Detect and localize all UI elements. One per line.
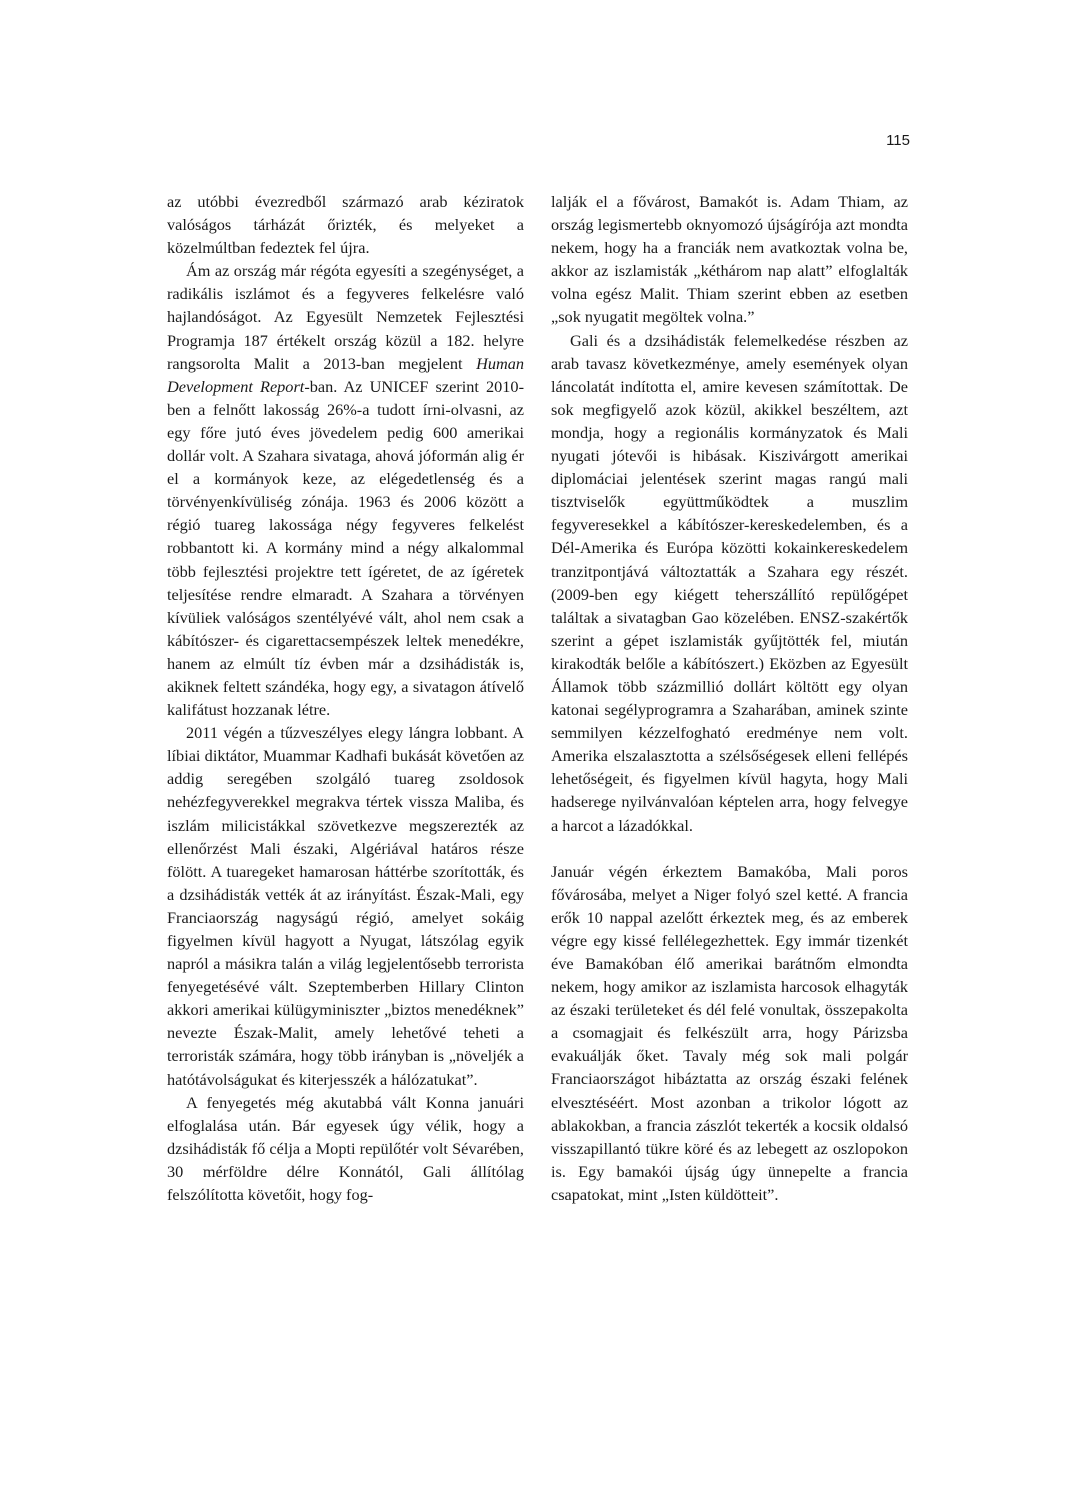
report-title: Human Development Report — [167, 353, 524, 396]
paragraph: 2011 végén a tűzveszélyes elegy lángra lobbant. A líbiai diktátor, Muammar Kadhafi bukását követően az addig seregében szolgáló tuareg zsoldosok nehézfegyverekkel megrakva tértek vissza Maliba, és iszlám milicistákkal szövetkezve megszerezték az ellenőrzést Mali északi, Algériával határos része fölött. A tuaregeket hamarosan háttérbe szorították, és a dzsihádisták vették át az irányítást. Észak-Mali, egy Franciaország nagyságú régió, amelyet sokáig figyelmen kívül hagyott a Nyugat, látszólag egyik napról a másikra talán a világ legjelentősebb terrorista fenyegetésévé vált. Szeptemberben Hillary Clinton akkori amerikai külügyminiszter „biztos menedéknek” nevezte Észak-Malit, amely lehetővé teheti a terroristák számára, hogy több irányban is „növeljék a hatótávolságukat és kiterjesszék a hálózatukat”. — [167, 723, 524, 1089]
paragraph: Gali és a dzsihádisták felemelkedése részben az arab tavasz következménye, amely események olyan láncolatát indította el, amire kevesen számítottak. De sok megfigyelő azok közül, akikkel beszéltem, azt mondja, hogy a regionális kormányzatok és Mali nyugati jótevői is hibásak. Kiszivárgott amerikai diplomáciai jelentések szerint magas rangú mali tisztviselők együttműködtek a muszlim fegyveresekkel a kábítószer-kereskedelemben, és a Dél-Amerika és Európa közötti kokainkereskedelem tranzitpontjává változtatták a Szahara egy részét. (2009-ben egy kiégett teherszállító repülőgépet találtak a sivatagban Gao közelében. ENSZ-szakértők szerint a gépet iszlamisták gyűjtötték fel, miután kirakodták belőle a kábítószert.) Eközben az Egyesült Államok több százmillió dollárt költött egy olyan katonai segélyprogramra a Szaharában, aminek szinte semmilyen kézzelfogható eredménye nem volt. Amerika elszalasztotta a szélsőségesek elleni fellépés lehetőségeit, és figyelmen kívül hagyta, hogy Mali hadserege nyilvánvalóan képtelen arra, hogy felvegye a harcot a lázadókkal. — [551, 330, 908, 835]
paragraph: A fenyegetés még akutabbá vált Konna januári elfoglalása után. Bár egyesek úgy vélik, hogy a dzsihádisták fő célja a Mopti repülőtér volt Sévarében, 30 mérföldre délre Konnától, Gali állítólag felszólította követőit, hogy fog- — [167, 1092, 524, 1205]
left-column — [167, 190, 524, 1206]
page-number: 115 — [886, 132, 910, 149]
paragraph: lalják el a fővárost, Bamakót is. Adam Thiam, az ország legismertebb oknyomozó újságírója azt mondta nekem, hogy ha a franciák nem avatkoztak volna be, akkor az iszlamisták „kéthárom nap alatt” elfoglalták volna egész Malit. Thiam szerint ebben az esetben „sok nyugatit megöltek volna.” — [551, 192, 908, 327]
paragraph-text: Ám az ország már régóta egyesíti a szegénységet, a radikális iszlámot és a fegyveres felkelésre való hajlandóságot. Az Egyesült Nemzetek Fejlesztési Programja 187 értékelt ország közül a 182. helyre rangsorolta Malit a 2013-ban megjelent — [167, 261, 524, 373]
paragraph — [167, 259, 524, 721]
right-column — [551, 190, 908, 1206]
paragraph-text: -ban. Az UNICEF szerint 2010-ben a felnőtt lakosság 26%-a tudott írni-olvasni, az egy főre jutó éves jövedelem pedig 600 amerikai dollár volt. A Szahara sivataga, ahová jóformán alig ér el a kormányok keze, az elégedetlenség és a törvényenkívüliség zónája. 1963 és 2006 között a régió tuareg lakossága négy fegyveres felkelést robbantott ki. A kormány mind a négy alkalommal több fejlesztési projektre tett ígéretet, de az ígéretek teljesítése rendre elmaradt. A Szahara a törvényen kívüliek valóságos szentélyévé vált, ahol nem csak a kábítószer- és cigarettacsempészek leltek menedékre, hanem az elmúlt tíz évben már a dzsihádisták is, akiknek feltett szándéka, hogy egy, a sivatagon átívelő kalifátust hozzanak létre. — [167, 376, 524, 720]
paragraph: Január végén érkeztem Bamakóba, Mali poros fővárosába, melyet a Niger folyó szel ketté. A francia erők 10 nappal azelőtt érkeztek meg, és az emberek végre egy kissé fellélegezhettek. Egy immár tizenkét éve Bamakóban élő amerikai barátnőm elmondta nekem, hogy amikor az iszlamista harcosok elhagyták az északi területeket és dél felé vonultak, összepakolta a csomagjait és felkészült arra, hogy Párizsba evakuálják őket. Tavaly még sok mali polgár Franciaországot hibáztatta az ország északi felének elvesztéséért. Most azonban a trikolor lógott az ablakokban, a francia zászlót tekerték a kocsik oldalsó visszapillantó tükre köré és az lebegett az oszlopokon is. Egy bamakói újság úgy ünnepelte a francia csapatokat, mint „Isten küldötteit”. — [551, 861, 908, 1204]
paragraph: az utóbbi évezredből származó arab kéziratok valóságos tárházát őrizték, és melyeket a közelmúltban fedeztek fel újra. — [167, 192, 524, 258]
